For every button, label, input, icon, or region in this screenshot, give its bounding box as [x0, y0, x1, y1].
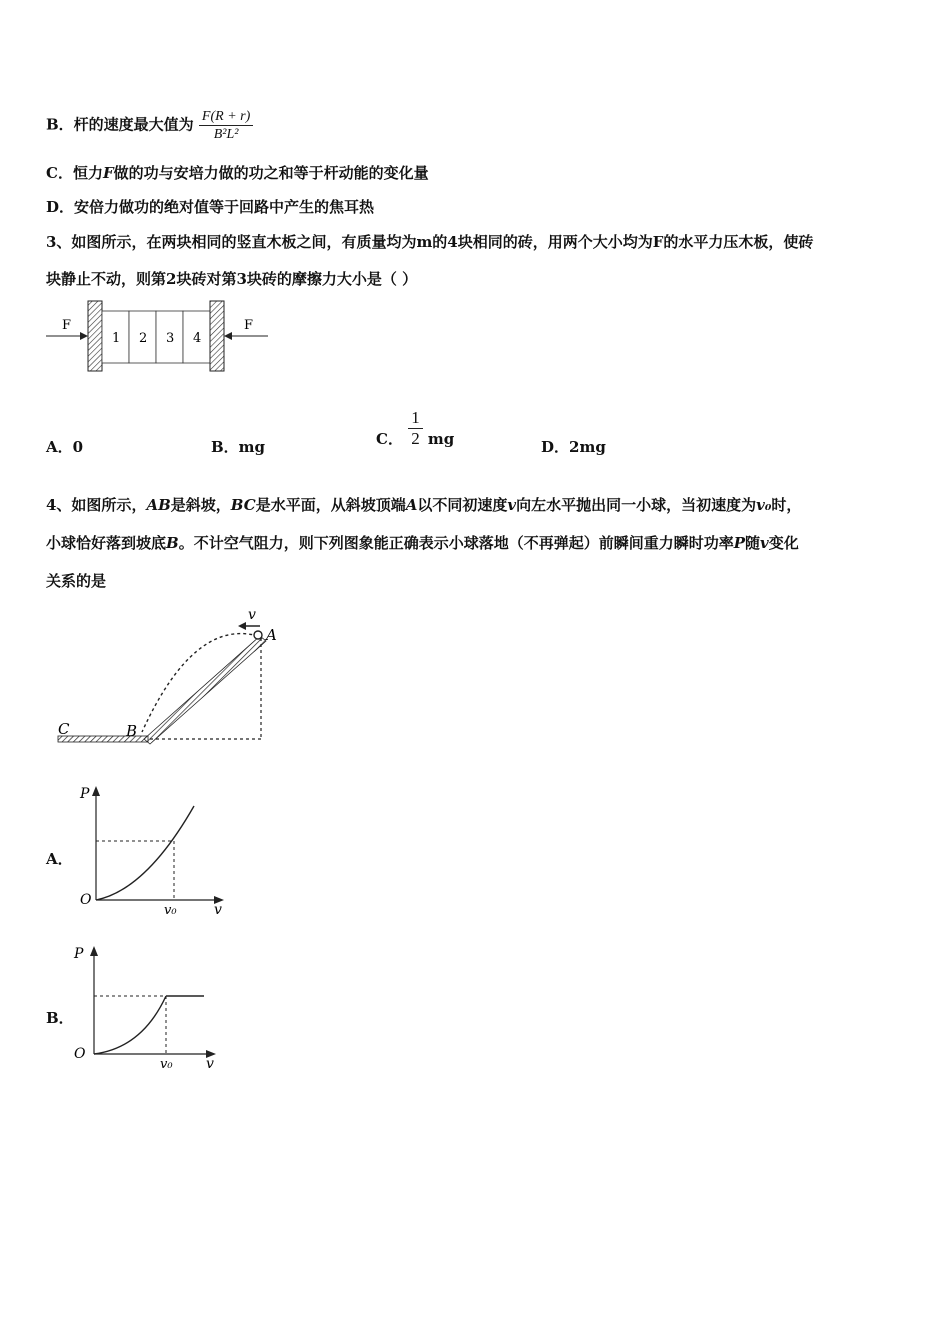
q4-graph-a — [76, 780, 236, 920]
q2-option-d: D．安倍力做功的绝对值等于回路中产生的焦耳热 — [46, 198, 375, 216]
q4-var: B — [166, 534, 179, 552]
brick-label: 3 — [166, 331, 175, 346]
brick-label: 2 — [139, 331, 148, 346]
q4-stem-line-3: 关系的是 — [46, 572, 107, 590]
q3-option-c-prefix: C． — [376, 430, 403, 448]
q4-option-a-label: A． — [46, 850, 73, 868]
origin-label: O — [80, 892, 92, 908]
q4-option-b-label: B． — [46, 1009, 74, 1027]
x-axis-label: v — [206, 1056, 214, 1072]
q4-text: 以不同初速度 — [417, 496, 508, 514]
fraction-numerator: F(R + r) — [201, 109, 251, 124]
q3-stem-line-1: 3、如图所示，在两块相同的竖直木板之间，有质量均为m的4块相同的砖，用两个大小均为F的水平力压木板，使砖 — [46, 233, 814, 251]
q4-text: 随 — [745, 534, 761, 552]
slope-ab — [144, 636, 266, 744]
q2-option-b-text: B．杆的速度最大值为 — [46, 115, 194, 134]
q4-stem-line-2 — [46, 532, 799, 553]
q4-text: 。不计空气阻力，则下列图象能正确表示小球落地（不再弹起）前瞬间重力瞬时功率 — [178, 534, 734, 552]
left-board — [88, 301, 102, 371]
curve — [96, 806, 194, 900]
q4-text: 4、如图所示， — [46, 496, 147, 514]
label-a: A — [266, 626, 277, 644]
q4-text: 是水平面，从斜坡顶端 — [255, 496, 406, 514]
q4-var: v — [760, 534, 769, 552]
q4-var: v — [507, 496, 517, 514]
q4-text: 时， — [771, 496, 802, 514]
q2-option-c-text-2: 做的功与安培力做的功之和等于杆动能的变化量 — [113, 164, 429, 182]
q4-var: P — [733, 534, 745, 552]
trajectory — [142, 634, 258, 732]
q4-var: A — [405, 496, 418, 514]
q2-option-b-fraction — [199, 108, 253, 143]
label-c: C — [58, 720, 70, 738]
fraction-denominator: 2 — [411, 429, 420, 448]
q4-graph-b — [72, 940, 232, 1072]
q3-option-a: A．0 — [46, 438, 84, 456]
brick-label: 1 — [112, 331, 121, 346]
q4-var: AB — [146, 496, 171, 514]
q3-option-c-fraction — [408, 408, 423, 449]
curve-rise — [94, 996, 166, 1054]
label-b: B — [126, 722, 138, 740]
q3-option-c — [376, 408, 454, 449]
q4-text: 是斜坡， — [170, 496, 231, 514]
brick-label: 4 — [193, 331, 202, 346]
q2-option-b — [46, 108, 253, 143]
label-v: v — [248, 608, 256, 623]
q3-brick-figure — [44, 298, 274, 378]
fraction-denominator: B²L² — [213, 127, 239, 142]
q4-var: BC — [230, 496, 256, 514]
ball — [254, 631, 262, 639]
q2-option-c-text: C．恒力 — [46, 164, 103, 182]
q4-var: v₀ — [756, 496, 772, 514]
fraction-numerator: 1 — [411, 408, 420, 427]
origin-label: O — [74, 1046, 86, 1062]
v0-tick-label: v₀ — [160, 1057, 173, 1072]
x-axis-label: v — [214, 902, 222, 918]
y-axis-label: P — [80, 786, 90, 802]
y-axis-label: P — [74, 946, 84, 962]
q3-option-d: D．2mg — [541, 438, 606, 456]
q2-option-c-var: F — [102, 164, 114, 182]
q3-stem-line-2: 块静止不动，则第2块砖对第3块砖的摩擦力大小是（ ） — [46, 270, 418, 288]
right-board — [210, 301, 224, 371]
q4-stem-line-1 — [46, 494, 801, 515]
q2-option-c — [46, 162, 429, 183]
q4-text: 变化 — [768, 534, 799, 552]
q4-slope-figure — [54, 608, 294, 753]
force-right-label: F — [244, 318, 254, 333]
q3-option-c-suffix: mg — [427, 429, 455, 448]
v0-tick-label: v₀ — [164, 903, 177, 918]
q4-text: 向左水平抛出同一小球，当初速度为 — [516, 496, 757, 514]
force-left-label: F — [62, 318, 72, 333]
q4-text: 小球恰好落到坡底 — [46, 534, 167, 552]
q3-option-b: B．mg — [211, 438, 266, 456]
